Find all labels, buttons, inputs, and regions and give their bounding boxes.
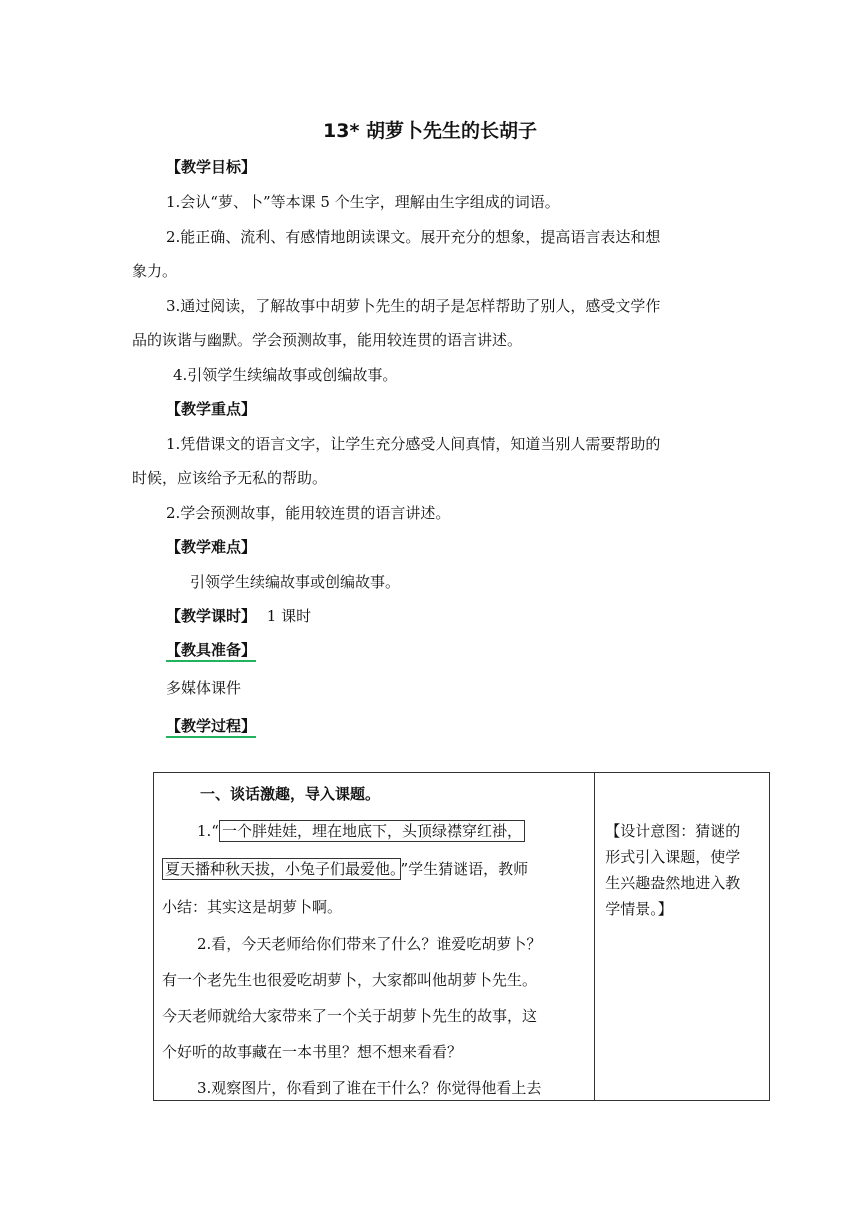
key-points-heading: 【教学重点】 [166, 400, 257, 418]
key-point-1-cont: 时候，应该给予无私的帮助。 [132, 469, 328, 487]
process-line-4: 2.看，今天老师给你们带来了什么？谁爱吃胡萝卜？ [197, 935, 542, 953]
design-line-4: 学情景。】 [605, 900, 673, 918]
design-line-3: 生兴趣盎然地进入教 [605, 874, 741, 892]
goal-item-1: 1.会认“萝、卜”等本课 5 个生字，理解由生字组成的词语。 [166, 193, 560, 211]
goal-item-3: 3.通过阅读，了解故事中胡萝卜先生的胡子是怎样帮助了别人，感受文学作 [166, 297, 661, 315]
process-line-8: 3.观察图片，你看到了谁在干什么？你觉得他看上去 [197, 1079, 542, 1097]
process-line-5: 有一个老先生也很爱吃胡萝卜，大家都叫他胡萝卜先生。 [162, 971, 538, 989]
process-left-cell [154, 773, 595, 1101]
riddle-line-1 [197, 820, 525, 841]
hours-value: 1 课时 [266, 607, 312, 625]
difficulties-text: 引领学生续编故事或创编故事。 [190, 573, 401, 591]
process-line-7: 个好听的故事藏在一本书里？想不想来看看？ [162, 1043, 463, 1061]
tools-heading [166, 639, 256, 660]
tools-text: 多媒体课件 [166, 679, 242, 697]
riddle-line-2 [162, 858, 528, 879]
key-point-1: 1.凭借课文的语言文字，让学生充分感受人间真情，知道当别人需要帮助的 [166, 435, 661, 453]
goal-item-2-cont: 象力。 [132, 262, 178, 280]
goals-heading: 【教学目标】 [166, 158, 257, 176]
process-table [153, 772, 770, 1101]
hours-heading: 【教学课时】 [166, 607, 257, 625]
goal-item-2: 2.能正确、流利、有感情地朗读课文。展开充分的想象，提高语言表达和想 [166, 228, 661, 246]
process-heading-text: 【教学过程】 [166, 717, 256, 738]
goal-item-3-cont: 品的诙谐与幽默。学会预测故事，能用较连贯的语言讲述。 [132, 331, 523, 349]
hours-row [166, 605, 311, 626]
design-intent-cell [595, 773, 770, 1101]
section-title: 一、谈话激趣，导入课题。 [200, 785, 381, 803]
riddle-suffix: ”学生猜谜语，教师 [400, 860, 529, 878]
process-line-3: 小结：其实这是胡萝卜啊。 [162, 898, 343, 916]
key-point-2: 2.学会预测故事，能用较连贯的语言讲述。 [166, 504, 451, 522]
riddle-box-1: 一个胖娃娃，埋在地底下，头顶绿襟穿红褂， [219, 820, 525, 842]
riddle-prefix: 1.“ [197, 822, 219, 840]
page-title: 13* 胡萝卜先生的长胡子 [323, 120, 537, 142]
goal-item-4: 4.引领学生续编故事或创编故事。 [173, 366, 398, 384]
process-line-6: 今天老师就给大家带来了一个关于胡萝卜先生的故事，这 [162, 1007, 538, 1025]
difficulties-heading: 【教学难点】 [166, 538, 257, 556]
design-line-2: 形式引入课题，使学 [605, 848, 741, 866]
process-heading [166, 715, 256, 736]
design-line-1: 【设计意图：猜谜的 [605, 822, 741, 840]
tools-heading-text: 【教具准备】 [166, 641, 256, 662]
riddle-box-2: 夏天播种秋天拔，小兔子们最爱他。 [162, 858, 401, 880]
